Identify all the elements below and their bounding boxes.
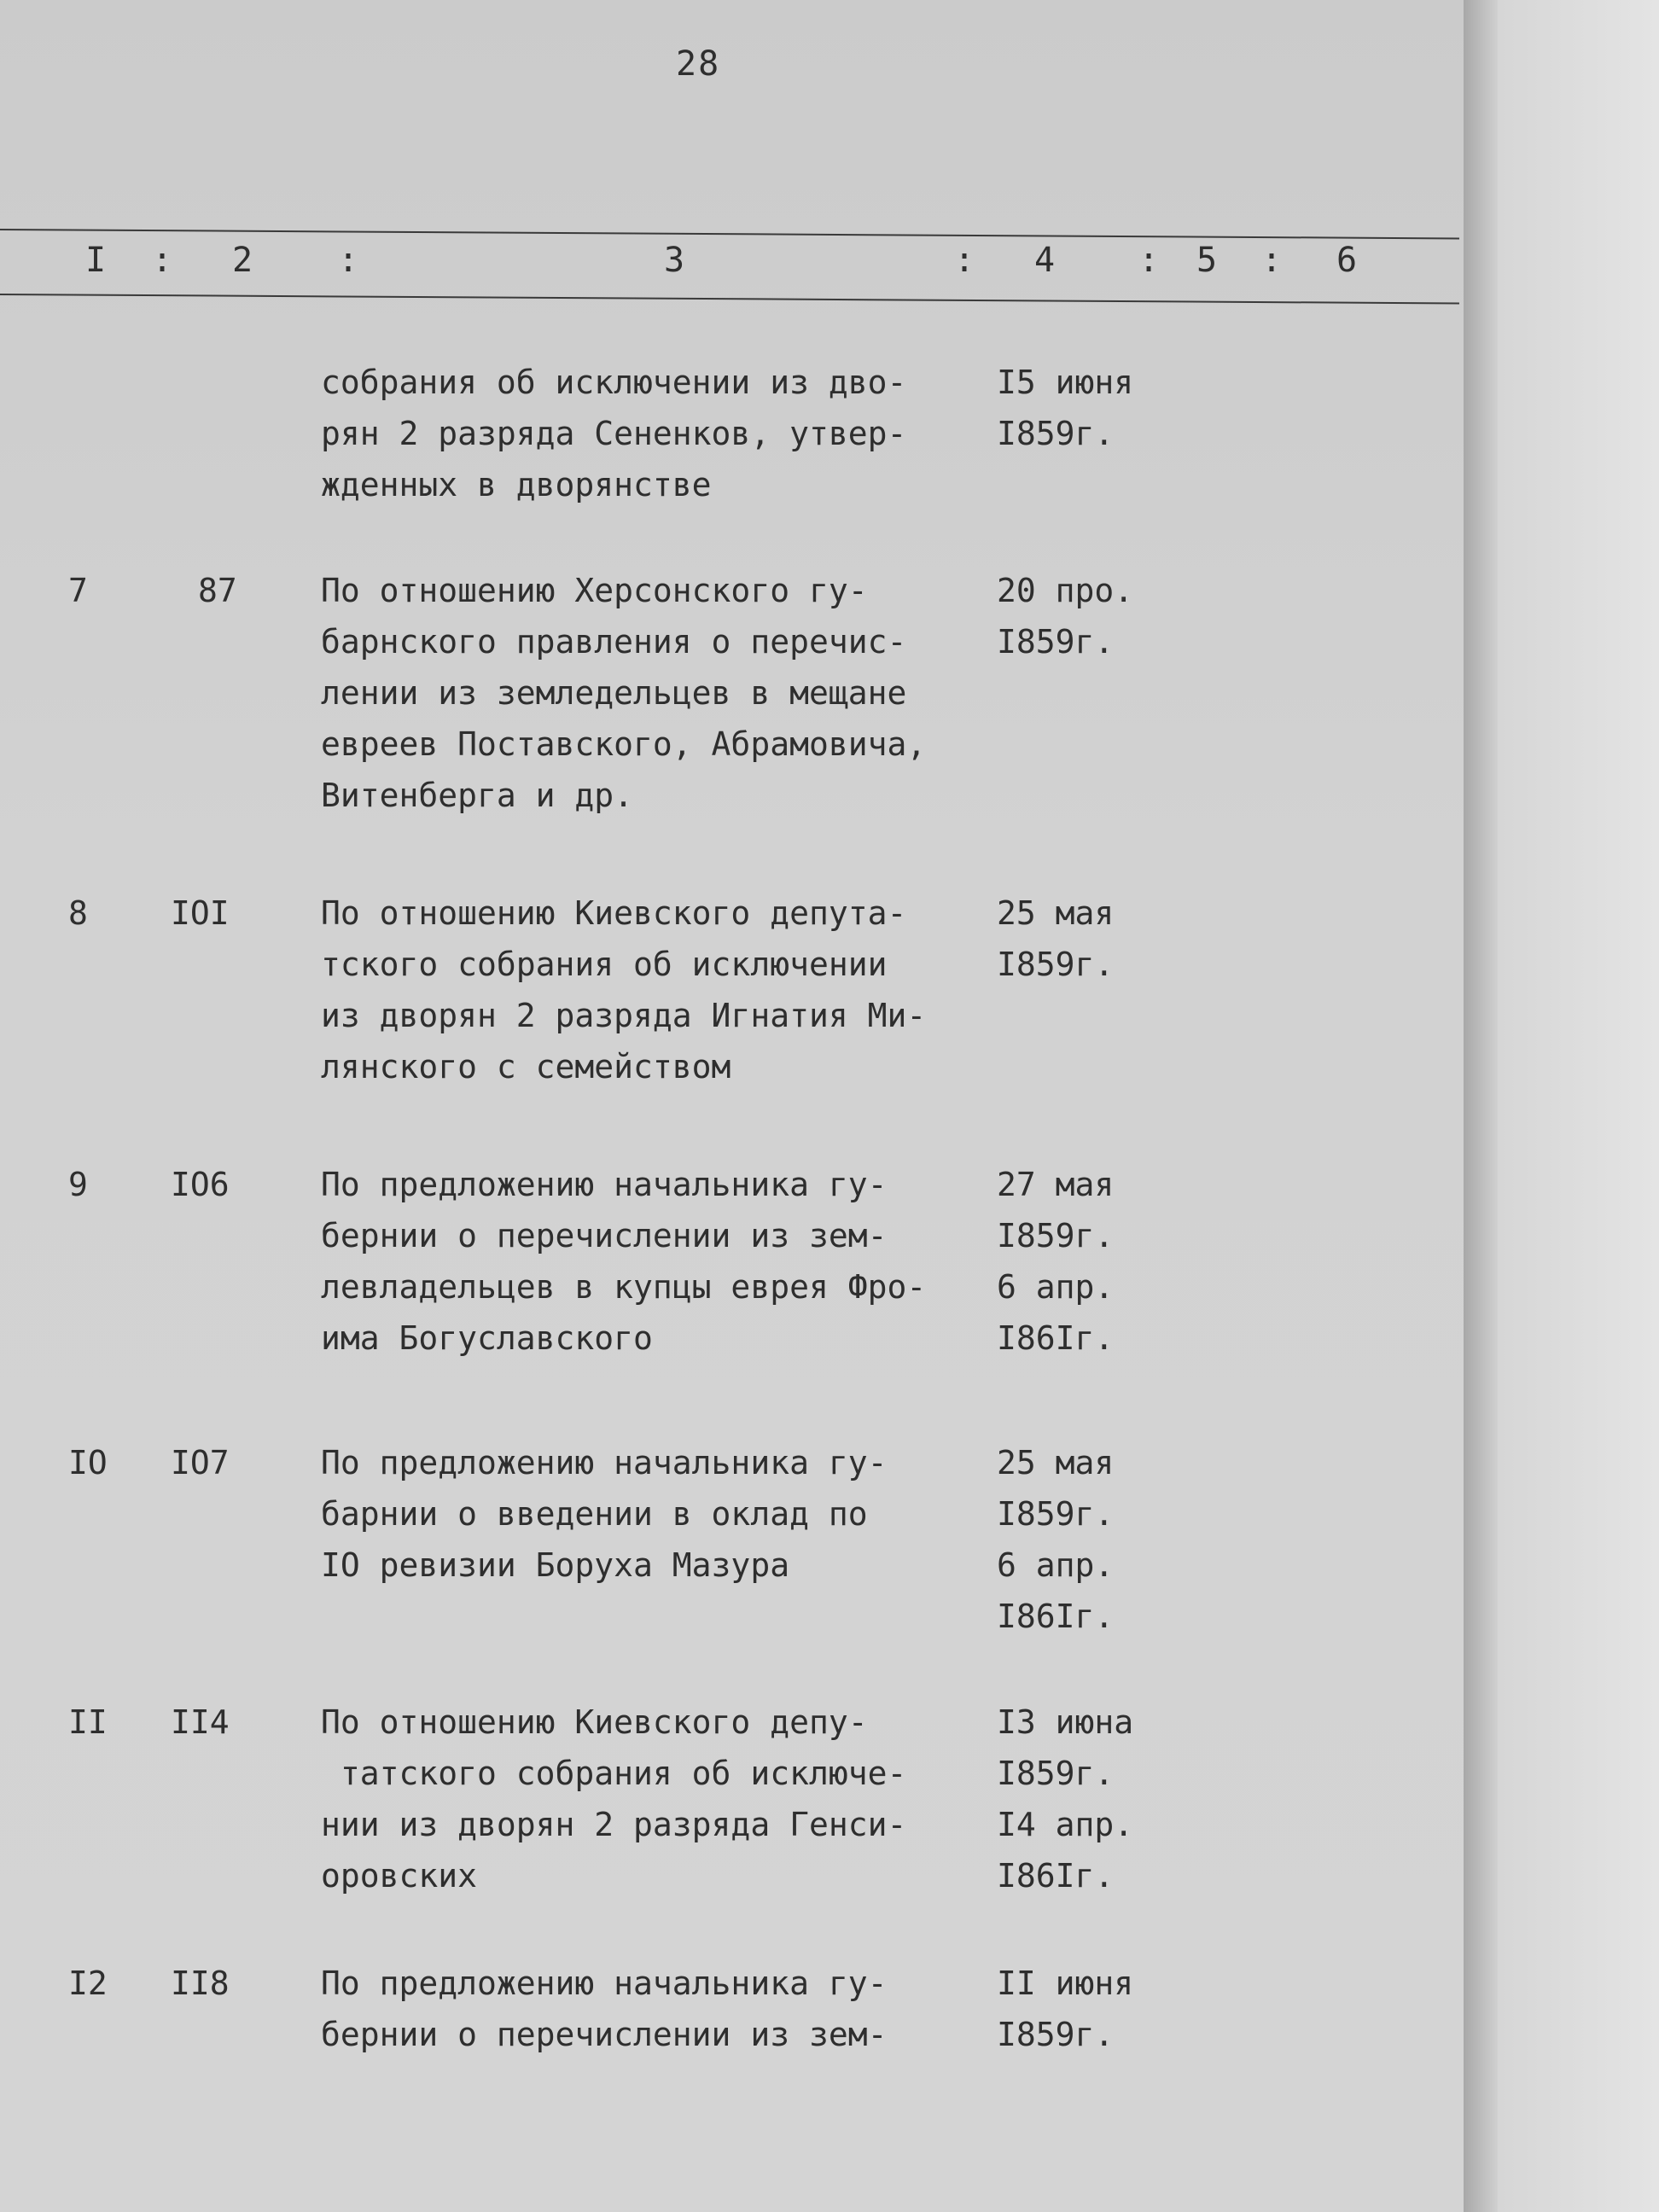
date-line: I859г. — [997, 946, 1115, 983]
column-separator: : — [954, 241, 975, 280]
description-line: има Богуславского — [321, 1319, 653, 1357]
column-separator: : — [1138, 241, 1160, 280]
date-line: 6 апр. — [997, 1268, 1115, 1306]
description-line: татского собрания об исключе- — [321, 1755, 907, 1792]
description-line: лянского с семейством — [321, 1048, 731, 1086]
record-number: I2 — [68, 1965, 108, 2002]
record-reference: IOI — [171, 894, 230, 932]
column-header-3: 3 — [664, 241, 685, 280]
column-header-4: 4 — [1034, 241, 1056, 280]
description-line: Витенберга и др. — [321, 777, 634, 814]
date-line: 20 про. — [997, 572, 1134, 609]
date-line: I859г. — [997, 1755, 1115, 1792]
record-reference: II4 — [171, 1703, 230, 1741]
date-line: II июня — [997, 1965, 1134, 2002]
record-description — [321, 1958, 969, 2060]
record-dates — [997, 565, 1185, 667]
column-separator: : — [338, 241, 359, 280]
date-line: I859г. — [997, 1495, 1115, 1533]
record-dates — [997, 357, 1185, 459]
column-header-5: 5 — [1196, 241, 1218, 280]
date-line: I4 апр. — [997, 1806, 1134, 1843]
record-dates — [997, 888, 1185, 990]
description-line: По отношению Херсонского гу- — [321, 572, 868, 609]
date-line: I86Iг. — [997, 1319, 1115, 1357]
description-line: бернии о перечислении из зем- — [321, 2016, 888, 2053]
record-number: IO — [68, 1444, 108, 1481]
description-line: По предложению начальника гу- — [321, 1444, 888, 1481]
description-line: жденных в дворянстве — [321, 466, 712, 504]
description-line: евреев Поставского, Абрамовича, — [321, 725, 927, 763]
date-line: 25 мая — [997, 894, 1115, 932]
description-line: барнского правления о перечис- — [321, 623, 907, 661]
description-line: левладельцев в купцы еврея Фро- — [321, 1268, 927, 1306]
date-line: I3 июна — [997, 1703, 1134, 1741]
date-line: I859г. — [997, 623, 1115, 661]
description-line: IO ревизии Боруха Мазура — [321, 1546, 790, 1584]
description-line: По предложению начальника гу- — [321, 1166, 888, 1203]
description-line: тского собрания об исключении — [321, 946, 888, 983]
description-line: собрания об исключении из дво- — [321, 364, 907, 401]
record-description — [321, 565, 969, 821]
column-separator: : — [1261, 241, 1283, 280]
description-line: барнии о введении в оклад по — [321, 1495, 868, 1533]
date-line: I859г. — [997, 415, 1115, 452]
date-line: I859г. — [997, 2016, 1115, 2053]
record-number: II — [68, 1703, 108, 1741]
date-line: I86Iг. — [997, 1598, 1115, 1635]
column-separator: : — [152, 241, 173, 280]
record-number: 8 — [68, 894, 88, 932]
record-description — [321, 1159, 969, 1364]
record-reference: IO6 — [171, 1166, 230, 1203]
record-reference: 87 — [198, 572, 237, 609]
record-dates — [997, 1159, 1185, 1364]
page-edge-shadow — [1464, 0, 1498, 2212]
record-number: 7 — [68, 572, 88, 609]
description-line: нии из дворян 2 разряда Генси- — [321, 1806, 907, 1843]
record-description — [321, 1437, 969, 1591]
page-number: 28 — [676, 44, 721, 84]
description-line: оровских — [321, 1857, 478, 1895]
description-line: По отношению Киевского депу- — [321, 1703, 868, 1741]
column-header-1: I — [85, 241, 107, 280]
backing-sheet — [1498, 0, 1659, 2212]
column-header-2: 2 — [232, 241, 253, 280]
record-dates — [997, 1958, 1185, 2060]
record-number: 9 — [68, 1166, 88, 1203]
date-line: I5 июня — [997, 364, 1134, 401]
description-line: По предложению начальника гу- — [321, 1965, 888, 2002]
column-header-row — [0, 241, 1459, 288]
record-reference: II8 — [171, 1965, 230, 2002]
record-dates — [997, 1437, 1185, 1642]
date-line: 25 мая — [997, 1444, 1115, 1481]
date-line: I859г. — [997, 1217, 1115, 1254]
date-line: 27 мая — [997, 1166, 1115, 1203]
record-reference: IO7 — [171, 1444, 230, 1481]
column-header-6: 6 — [1336, 241, 1358, 280]
date-line: I86Iг. — [997, 1857, 1115, 1895]
description-line: лении из земледельцев в мещане — [321, 674, 907, 712]
description-line: По отношению Киевского депута- — [321, 894, 907, 932]
record-description — [321, 1697, 969, 1901]
date-line: 6 апр. — [997, 1546, 1115, 1584]
description-line: бернии о перечислении из зем- — [321, 1217, 888, 1254]
description-line: из дворян 2 разряда Игнатия Ми- — [321, 997, 927, 1034]
description-line: рян 2 разряда Сененков, утвер- — [321, 415, 907, 452]
record-dates — [997, 1697, 1185, 1901]
record-description — [321, 357, 969, 510]
record-description — [321, 888, 969, 1092]
